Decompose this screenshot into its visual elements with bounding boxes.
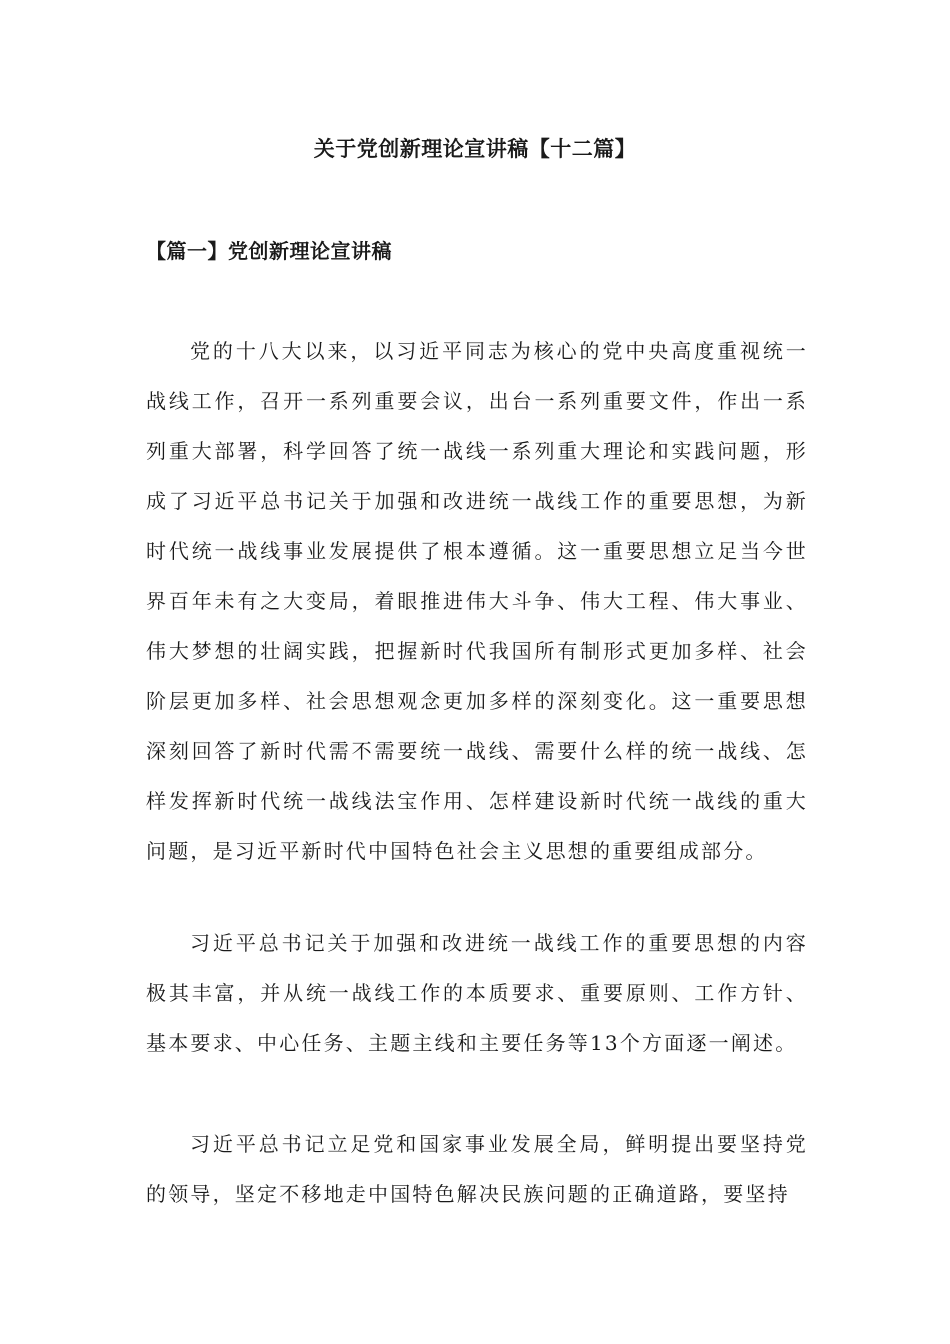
section-heading: 【篇一】党创新理论宣讲稿	[146, 239, 392, 263]
document-title: 关于党创新理论宣讲稿【十二篇】	[313, 137, 637, 161]
body-paragraph: 习近平总书记立足党和国家事业发展全局，鲜明提出要坚持党的领导，坚定不移地走中国特色解决民族问题的正确道路，要坚持	[146, 1132, 808, 1206]
body-paragraph: 党的十八大以来，以习近平同志为核心的党中央高度重视统一战线工作，召开一系列重要会议，出台一系列重要文件，作出一系列重大部署，科学回答了统一战线一系列重大理论和实践问题，形成了习近平总书记关于加强和改进统一战线工作的重要思想，为新时代统一战线事业发展提供了根本遵循。这一重要思想立足当今世界百年未有之大变局，着眼推进伟大斗争、伟大工程、伟大事业、伟大梦想的壮阔实践，把握新时代我国所有制形式更加多样、社会阶层更加多样、社会思想观念更加多样的深刻变化。这一重要思想深刻回答了新时代需不需要统一战线、需要什么样的统一战线、怎样发挥新时代统一战线法宝作用、怎样建设新时代统一战线的重大问题，是习近平新时代中国特色社会主义思想的重要组成部分。	[146, 339, 808, 863]
body-paragraph: 习近平总书记关于加强和改进统一战线工作的重要思想的内容极其丰富，并从统一战线工作的本质要求、重要原则、工作方针、基本要求、中心任务、主题主线和主要任务等13个方面逐一阐述。	[146, 931, 808, 1055]
